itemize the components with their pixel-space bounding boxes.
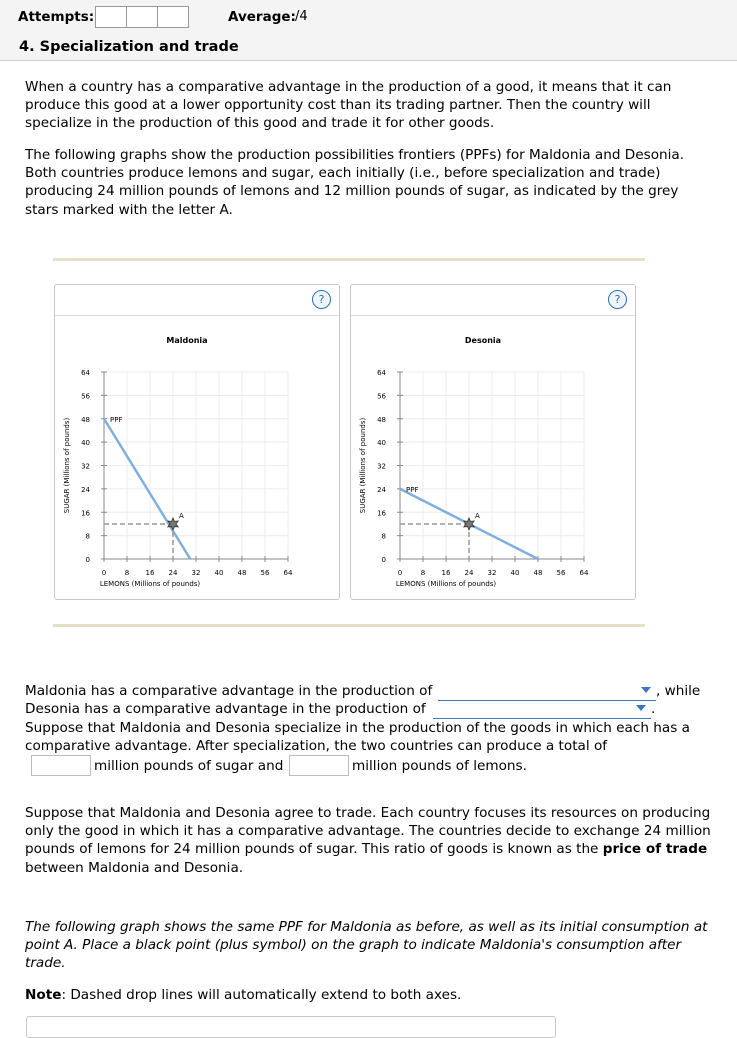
- total-sugar-input[interactable]: [31, 755, 91, 776]
- maldonia-ppf-chart: [55, 316, 339, 599]
- next-graph-panel: [26, 1016, 556, 1038]
- chevron-down-icon: [641, 687, 651, 693]
- chart-title: Maldonia: [166, 336, 208, 345]
- point-a-label: A: [475, 511, 480, 520]
- instruction-text: The following graph shows the same PPF for Maldonia as before, as well as its initial consumption at point A. Place a black point (plus symbol) on the graph to indicate Maldonia's consumption after trade.: [25, 919, 708, 972]
- y-tick-label: 8: [85, 532, 90, 541]
- y-tick-label: 0: [381, 556, 386, 564]
- point-a-label: A: [179, 511, 184, 520]
- trade-text-after: between Maldonia and Desonia.: [25, 859, 244, 876]
- y-tick-label: 16: [377, 509, 386, 518]
- y-tick-label: 24: [377, 485, 386, 494]
- y-tick-label: 48: [377, 415, 386, 424]
- y-tick-label: 32: [81, 462, 90, 471]
- y-tick-label: 32: [377, 462, 386, 471]
- trade-text-before: Suppose that Maldonia and Desonia agree to trade. Each country focuses its resources on producing only the good in which it has a comparative advantage. The countries decide to exchange 24 million pounds of lemons for 24 million pounds of sugar. This ratio of goods is known as the: [25, 805, 711, 858]
- x-tick-label: 56: [260, 569, 270, 577]
- y-tick-label: 48: [81, 415, 90, 424]
- y-tick-label: 0: [85, 556, 90, 564]
- x-tick-label: 32: [191, 569, 201, 577]
- help-icon[interactable]: ?: [312, 290, 331, 309]
- y-tick-label: 24: [81, 485, 90, 494]
- intro-paragraph: When a country has a comparative advantage in the production of a good, it means that it can produce this good at a lower opportunity cost than its trading partner. Then the country will specialize in the production of this good and trade it for other goods.: [25, 79, 672, 132]
- y-axis-label: SUGAR (Millions of pounds): [359, 417, 367, 514]
- help-icon[interactable]: ?: [608, 290, 627, 309]
- x-tick-label: 16: [145, 569, 155, 577]
- x-tick-label: 40: [214, 569, 224, 577]
- period-text: .: [651, 701, 656, 717]
- attempt-boxes: [96, 6, 189, 28]
- lemons-suffix-text: million pounds of lemons.: [352, 758, 527, 774]
- y-axis-label: SUGAR (Millions of pounds): [63, 417, 71, 514]
- ppf-label: PPF: [110, 415, 123, 424]
- note-label: Note: [25, 987, 62, 1003]
- x-tick-label: 56: [556, 569, 566, 577]
- header-bar: [0, 0, 737, 36]
- question-title-bar: [0, 36, 737, 60]
- graphs-description-paragraph: The following graphs show the production possibilities frontiers (PPFs) for Maldonia and Desonia. Both countries produce lemons and sugar, each initially (i.e., before specialization and trade) producing 24 million pounds of lemons and 12 million pounds of sugar, as indicated by the grey stars marked with the letter A.: [25, 147, 685, 218]
- desonia-graph-panel: [350, 284, 636, 600]
- average-label: Average:: [228, 9, 296, 25]
- y-tick-label: 40: [81, 439, 90, 448]
- sugar-suffix-text: million pounds of sugar and: [94, 758, 284, 774]
- desonia-advantage-text: Desonia has a comparative advantage in the production of: [25, 701, 426, 717]
- x-tick-label: 24: [168, 569, 178, 577]
- x-axis-label: LEMONS (Millions of pounds): [99, 580, 201, 588]
- y-tick-label: 56: [377, 392, 386, 401]
- specialize-text-line2: comparative advantage. After specialization, the two countries can produce a total of: [25, 738, 608, 754]
- x-tick-label: 8: [124, 569, 130, 577]
- maldonia-graph-panel: [54, 284, 340, 600]
- desonia-good-dropdown[interactable]: [433, 700, 651, 719]
- x-tick-label: 48: [237, 569, 247, 577]
- section-divider: [53, 624, 645, 627]
- attempt-box: [157, 6, 189, 28]
- note-paragraph: [25, 986, 715, 1004]
- attempts-label: Attempts:: [18, 9, 95, 25]
- x-tick-label: 0: [397, 569, 403, 577]
- x-tick-label: 8: [420, 569, 426, 577]
- divider: [0, 60, 737, 61]
- chart-title: Desonia: [464, 336, 502, 345]
- y-tick-label: 8: [381, 532, 386, 541]
- x-tick-label: 16: [441, 569, 451, 577]
- price-of-trade-term: price of trade: [602, 841, 708, 858]
- x-tick-label: 64: [579, 569, 589, 577]
- average-value: /4: [295, 9, 308, 24]
- maldonia-good-dropdown[interactable]: [438, 682, 656, 701]
- y-tick-label: 56: [81, 392, 90, 401]
- trade-paragraph: [25, 804, 715, 877]
- x-tick-label: 40: [510, 569, 520, 577]
- x-tick-label: 48: [533, 569, 543, 577]
- question-title: 4. Specialization and trade: [19, 39, 239, 55]
- maldonia-advantage-text: Maldonia has a comparative advantage in the production of: [25, 683, 433, 699]
- y-tick-label: 64: [377, 369, 386, 377]
- total-lemons-input[interactable]: [289, 755, 349, 776]
- section-divider: [53, 258, 645, 261]
- x-tick-label: 24: [464, 569, 474, 577]
- x-tick-label: 0: [101, 569, 107, 577]
- x-axis-label: LEMONS (Millions of pounds): [395, 580, 497, 588]
- instruction-paragraph: [25, 918, 715, 973]
- note-text: : Dashed drop lines will automatically extend to both axes.: [61, 987, 462, 1003]
- ppf-label: PPF: [406, 485, 419, 494]
- attempt-box: [95, 6, 127, 28]
- attempt-box: [126, 6, 158, 28]
- x-tick-label: 64: [283, 569, 293, 577]
- x-tick-label: 32: [487, 569, 497, 577]
- specialize-text-line1: Suppose that Maldonia and Desonia specialize in the production of the goods in which each has a: [25, 720, 690, 736]
- desonia-ppf-chart: [351, 316, 635, 599]
- y-tick-label: 64: [81, 369, 90, 377]
- y-tick-label: 40: [377, 439, 386, 448]
- chevron-down-icon: [636, 705, 646, 711]
- while-text: , while: [656, 683, 701, 699]
- y-tick-label: 16: [81, 509, 90, 518]
